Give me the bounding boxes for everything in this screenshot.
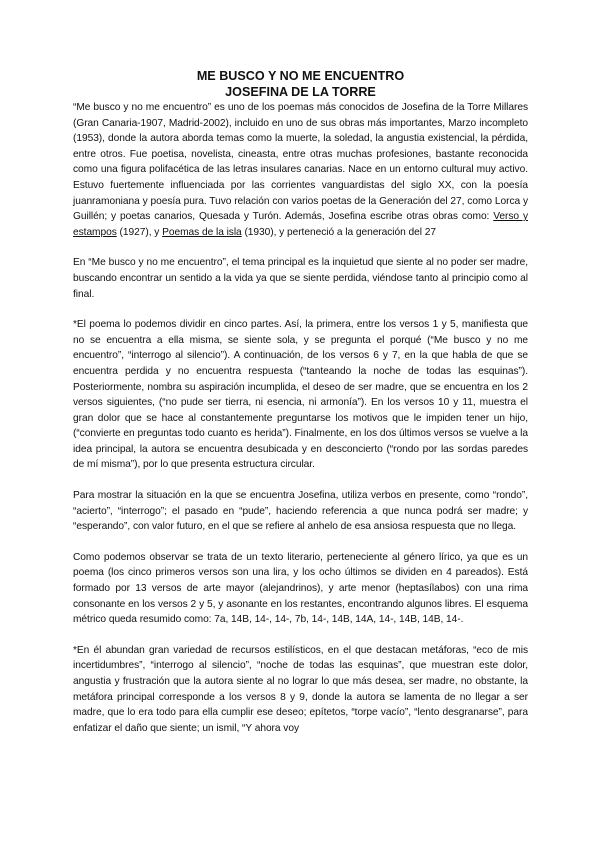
title-line-1: ME BUSCO Y NO ME ENCUENTRO bbox=[196, 69, 405, 83]
title-line-2: JOSEFINA DE LA TORRE bbox=[225, 85, 376, 99]
intro-text: “Me busco y no me encuentro” es uno de los poemas más conocidos de Josefina de la Torre Millares (Gran Canaria-1907, Madrid-2002), incluido en uno de sus obras más importantes, Marzo incompleto (1953), donde la autora aborda temas como la muerte, la soledad, la angustia existencial, la pérdida, entre otros. Fue poetisa, novelista, cineasta, entre otras muchas profesiones, bastante reconocida como una figura polifacética de las letras insulares canarias. Nace en un entorno cultural muy activo. Estuvo fuertemente influenciada por las corrientes vanguardistas del siglo XX, con la poesía juanramoniana y poesía pura. Tuvo relación con varios poetas de la Generación del 27, como Lorca y Guillén; y poetas canarios, Quesada y Turón. Además, Josefina escribe otras obras como: bbox=[73, 102, 528, 223]
paragraph-stylistic-resources: *En él abundan gran variedad de recursos estilísticos, en el que destacan metáforas, “eco de mis incertidumbres”, “interrogo al silencio”, “noche de todas las esquinas”, que muestran este dolor, angustia y frustración que la autora siente al no lograr lo que más desea, ser madre, no obstante, la metáfora principal corresponde a los versos 8 y 9, donde la autora se lamenta de no llegar a ser madre, que lo era todo para ella cumplir ese deseo; epítetos, “torpe vacío”, “lento desgranarse”, para enfatizar el daño que siente; un ismil, “Y ahora voy bbox=[73, 644, 528, 734]
paragraph-theme: En “Me busco y no me encuentro”, el tema principal es la inquietud que siente al no poder ser madre, buscando encontrar un sentido a la vida ya que se siente perdida, viéndose tanto al principio como al final. bbox=[73, 257, 528, 300]
paragraph-genre-metrics: Como podemos observar se trata de un texto literario, perteneciente al género lírico, ya que es un poema (los cinco primeros versos son una lira, y los ocho últimos se dividen en 4 pareados). Está formado por 13 versos de arte mayor (alejandrinos), y arte menor (heptasílabos) con una rima consonante en los versos 2 y 5, y asonante en los restantes, encontrando algunos libres. El esquema métrico queda resumido como: 7a, 14B, 14-, 14-, 7b, 14-, 14B, 14A, 14-, 14B, 14B, 14-. bbox=[73, 551, 528, 626]
intro-text-3: (1930), y perteneció a la generación del 27 bbox=[241, 226, 436, 238]
intro-text-2: (1927), y bbox=[116, 226, 163, 238]
paragraph-verbs: Para mostrar la situación en la que se encuentra Josefina, utiliza verbos en presente, como “rondo”, “acierto”, “interrogo”; el pasado en “pude”, haciendo referencia a que nunca podrá ser madre; y “esperando”, con valor futuro, en el que se refiere al anhelo de esa ansiosa respuesta que no llega. bbox=[73, 490, 528, 533]
paragraph-structure: *El poema lo podemos dividir en cinco partes. Así, la primera, entre los versos 1 y 5, manifiesta que no se encuentra a ella misma, se siente sola, y se pregunta el porqué (“Me busco y no me encuentro”, “interrogo al silencio”). A continuación, de los versos 6 y 7, en la que habla de que se encuentra perdida y no encuentra respuesta (“tanteando la noche de todas las esquinas”). Posteriormente, nombra su aspiración incumplida, el deseo de ser madre, que se encuentra en los 2 versos siguientes, (“no pude ser tierra, ni esencia, ni armonía”). En los versos 10 y 11, muestra el gran dolor que se hace al constantemente preguntarse los motivos que le impiden tener un hijo, (“convierte en preguntas todo cuanto es herida”). Finalmente, en los dos últimos versos se vuelve a la idea principal, la autora se encuentra desubicada y en desconcierto (“rondo por las sordas paredes de mí misma”), por lo que presenta estructura circular. bbox=[73, 319, 528, 471]
work-title-poemas-de-la-isla: Poemas de la isla bbox=[162, 226, 242, 238]
document-title bbox=[73, 68, 528, 100]
work-title-verso-y-estampos: Verso y estampos bbox=[73, 211, 529, 238]
paragraph-intro bbox=[73, 100, 528, 240]
